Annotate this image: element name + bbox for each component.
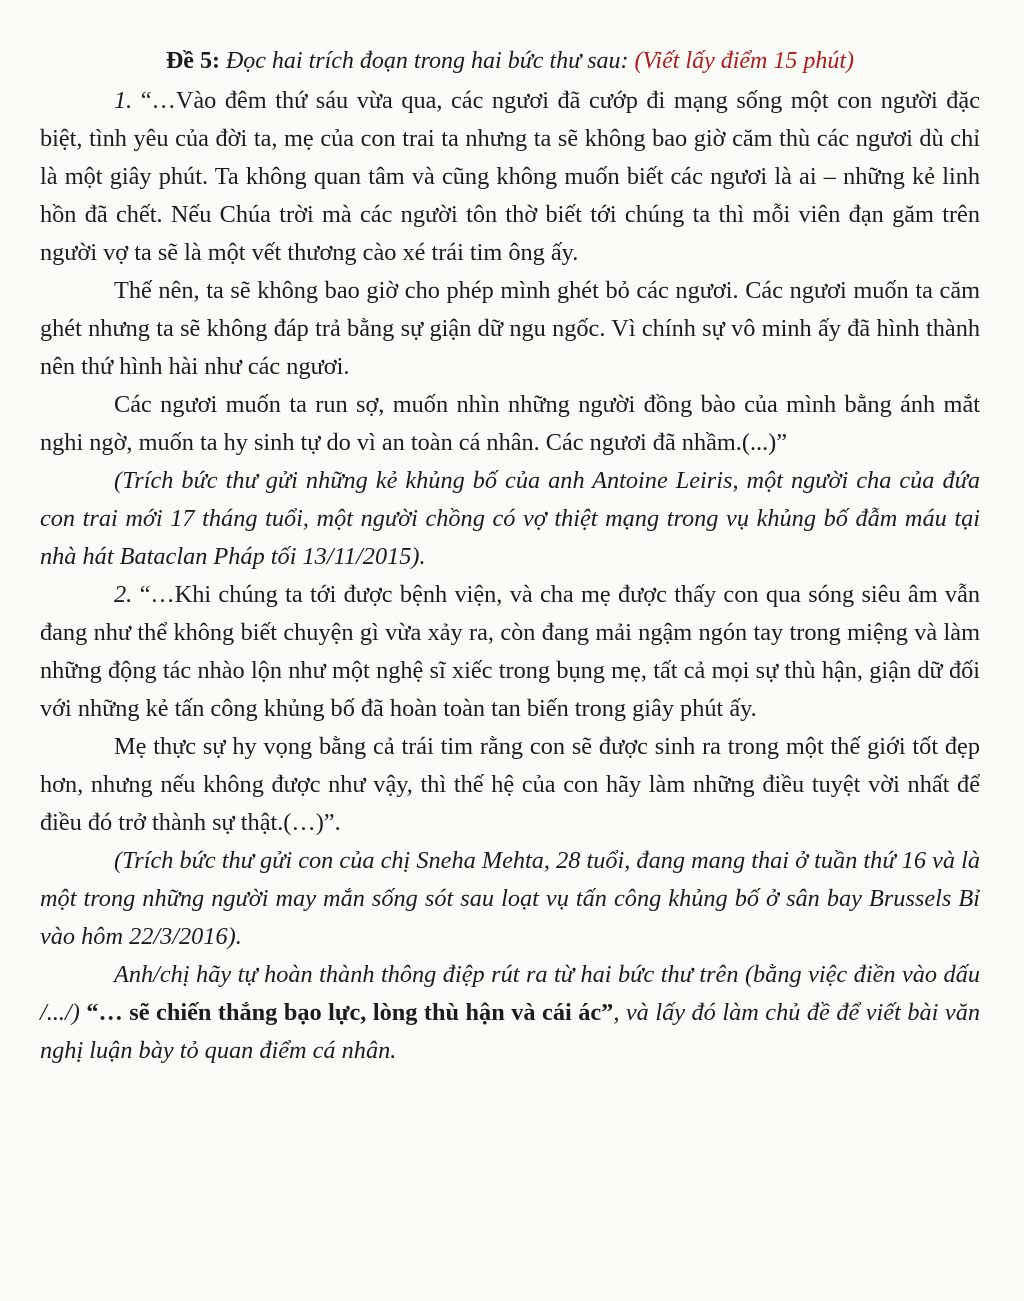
task-paragraph [40, 956, 980, 1070]
letter2-p1-text: “…Khi chúng ta tới được bệnh viện, và cha mẹ được thấy con qua sóng siêu âm vẫn đang như thể không biết chuyện gì vừa xảy ra, còn đang mải ngậm ngón tay trong miệng và làm những động tác nhào lộn như một nghệ sĩ xiếc trong bụng mẹ, tất cả mọi sự thù hận, giận dữ đối với những kẻ tấn công khủng bố đã hoàn toàn tan biến trong giây phút ấy. [40, 581, 980, 722]
task-quote: “… sẽ chiến thắng bạo lực, lòng thù hận và cái ác” [86, 999, 614, 1026]
letter2-source: (Trích bức thư gửi con của chị Sneha Mehta, 28 tuổi, đang mang thai ở tuần thứ 16 và là một trong những người may mắn sống sót sau loạt vụ tấn công khủng bố ở sân bay Brussels Bỉ vào hôm 22/3/2016). [40, 847, 980, 950]
letter2-number: 2. [114, 581, 133, 608]
task-after: , và lấy đó làm chủ đề để viết bài văn nghị luận bày tỏ quan điểm cá nhân. [40, 999, 980, 1064]
letter2-paragraph1 [40, 576, 980, 728]
letter1-paragraph3: Các ngươi muốn ta run sợ, muốn nhìn những người đồng bào của mình bằng ánh mắt nghi ngờ, muốn ta hy sinh tự do vì an toàn cá nhân. Các ngươi đã nhầm.(...)” [40, 391, 980, 456]
letter1-paragraph2: Thế nên, ta sẽ không bao giờ cho phép mình ghét bỏ các ngươi. Các ngươi muốn ta căm ghét nhưng ta sẽ không đáp trả bằng sự giận dữ ngu ngốc. Vì chính sự vô minh ấy đã hình thành nên thứ hình hài như các ngươi. [40, 277, 980, 380]
heading-note: (Viết lấy điểm 15 phút) [634, 48, 855, 74]
letter2-paragraph2: Mẹ thực sự hy vọng bằng cả trái tim rằng con sẽ được sinh ra trong một thế giới tốt đẹp hơn, nhưng nếu không được như vậy, thì thế hệ của con hãy làm những điều tuyệt vời nhất để điều đó trở thành sự thật.(…)”. [40, 733, 980, 836]
heading-instruction: Đọc hai trích đoạn trong hai bức thư sau: [225, 48, 629, 74]
letter1-number: 1. [114, 87, 133, 114]
exam-heading [40, 44, 980, 78]
letter1-source: (Trích bức thư gửi những kẻ khủng bố của anh Antoine Leiris, một người cha của đứa con trai mới 17 tháng tuổi, một người chồng có vợ thiệt mạng trong vụ khủng bố đẫm máu tại nhà hát Bataclan Pháp tối 13/11/2015). [40, 467, 980, 570]
letter1-p1-text: “…Vào đêm thứ sáu vừa qua, các ngươi đã cướp đi mạng sống một con người đặc biệt, tình yêu của đời ta, mẹ của con trai ta nhưng ta sẽ không bao giờ căm thù các ngươi dù chỉ là một giây phút. Ta không quan tâm và cũng không muốn biết các ngươi là ai – những kẻ linh hồn đã chết. Nếu Chúa trời mà các người tôn thờ biết tới chúng ta thì mỗi viên đạn găm trên người vợ ta sẽ là một vết thương cào xé trái tim ông ấy. [40, 87, 981, 266]
heading-label: Đề 5: [165, 48, 220, 74]
letter1-paragraph1 [40, 82, 980, 272]
task-before: Anh/chị hãy tự hoàn thành thông điệp rút ra từ hai bức thư trên (bằng việc điền vào dấu /.../) [40, 961, 980, 1026]
